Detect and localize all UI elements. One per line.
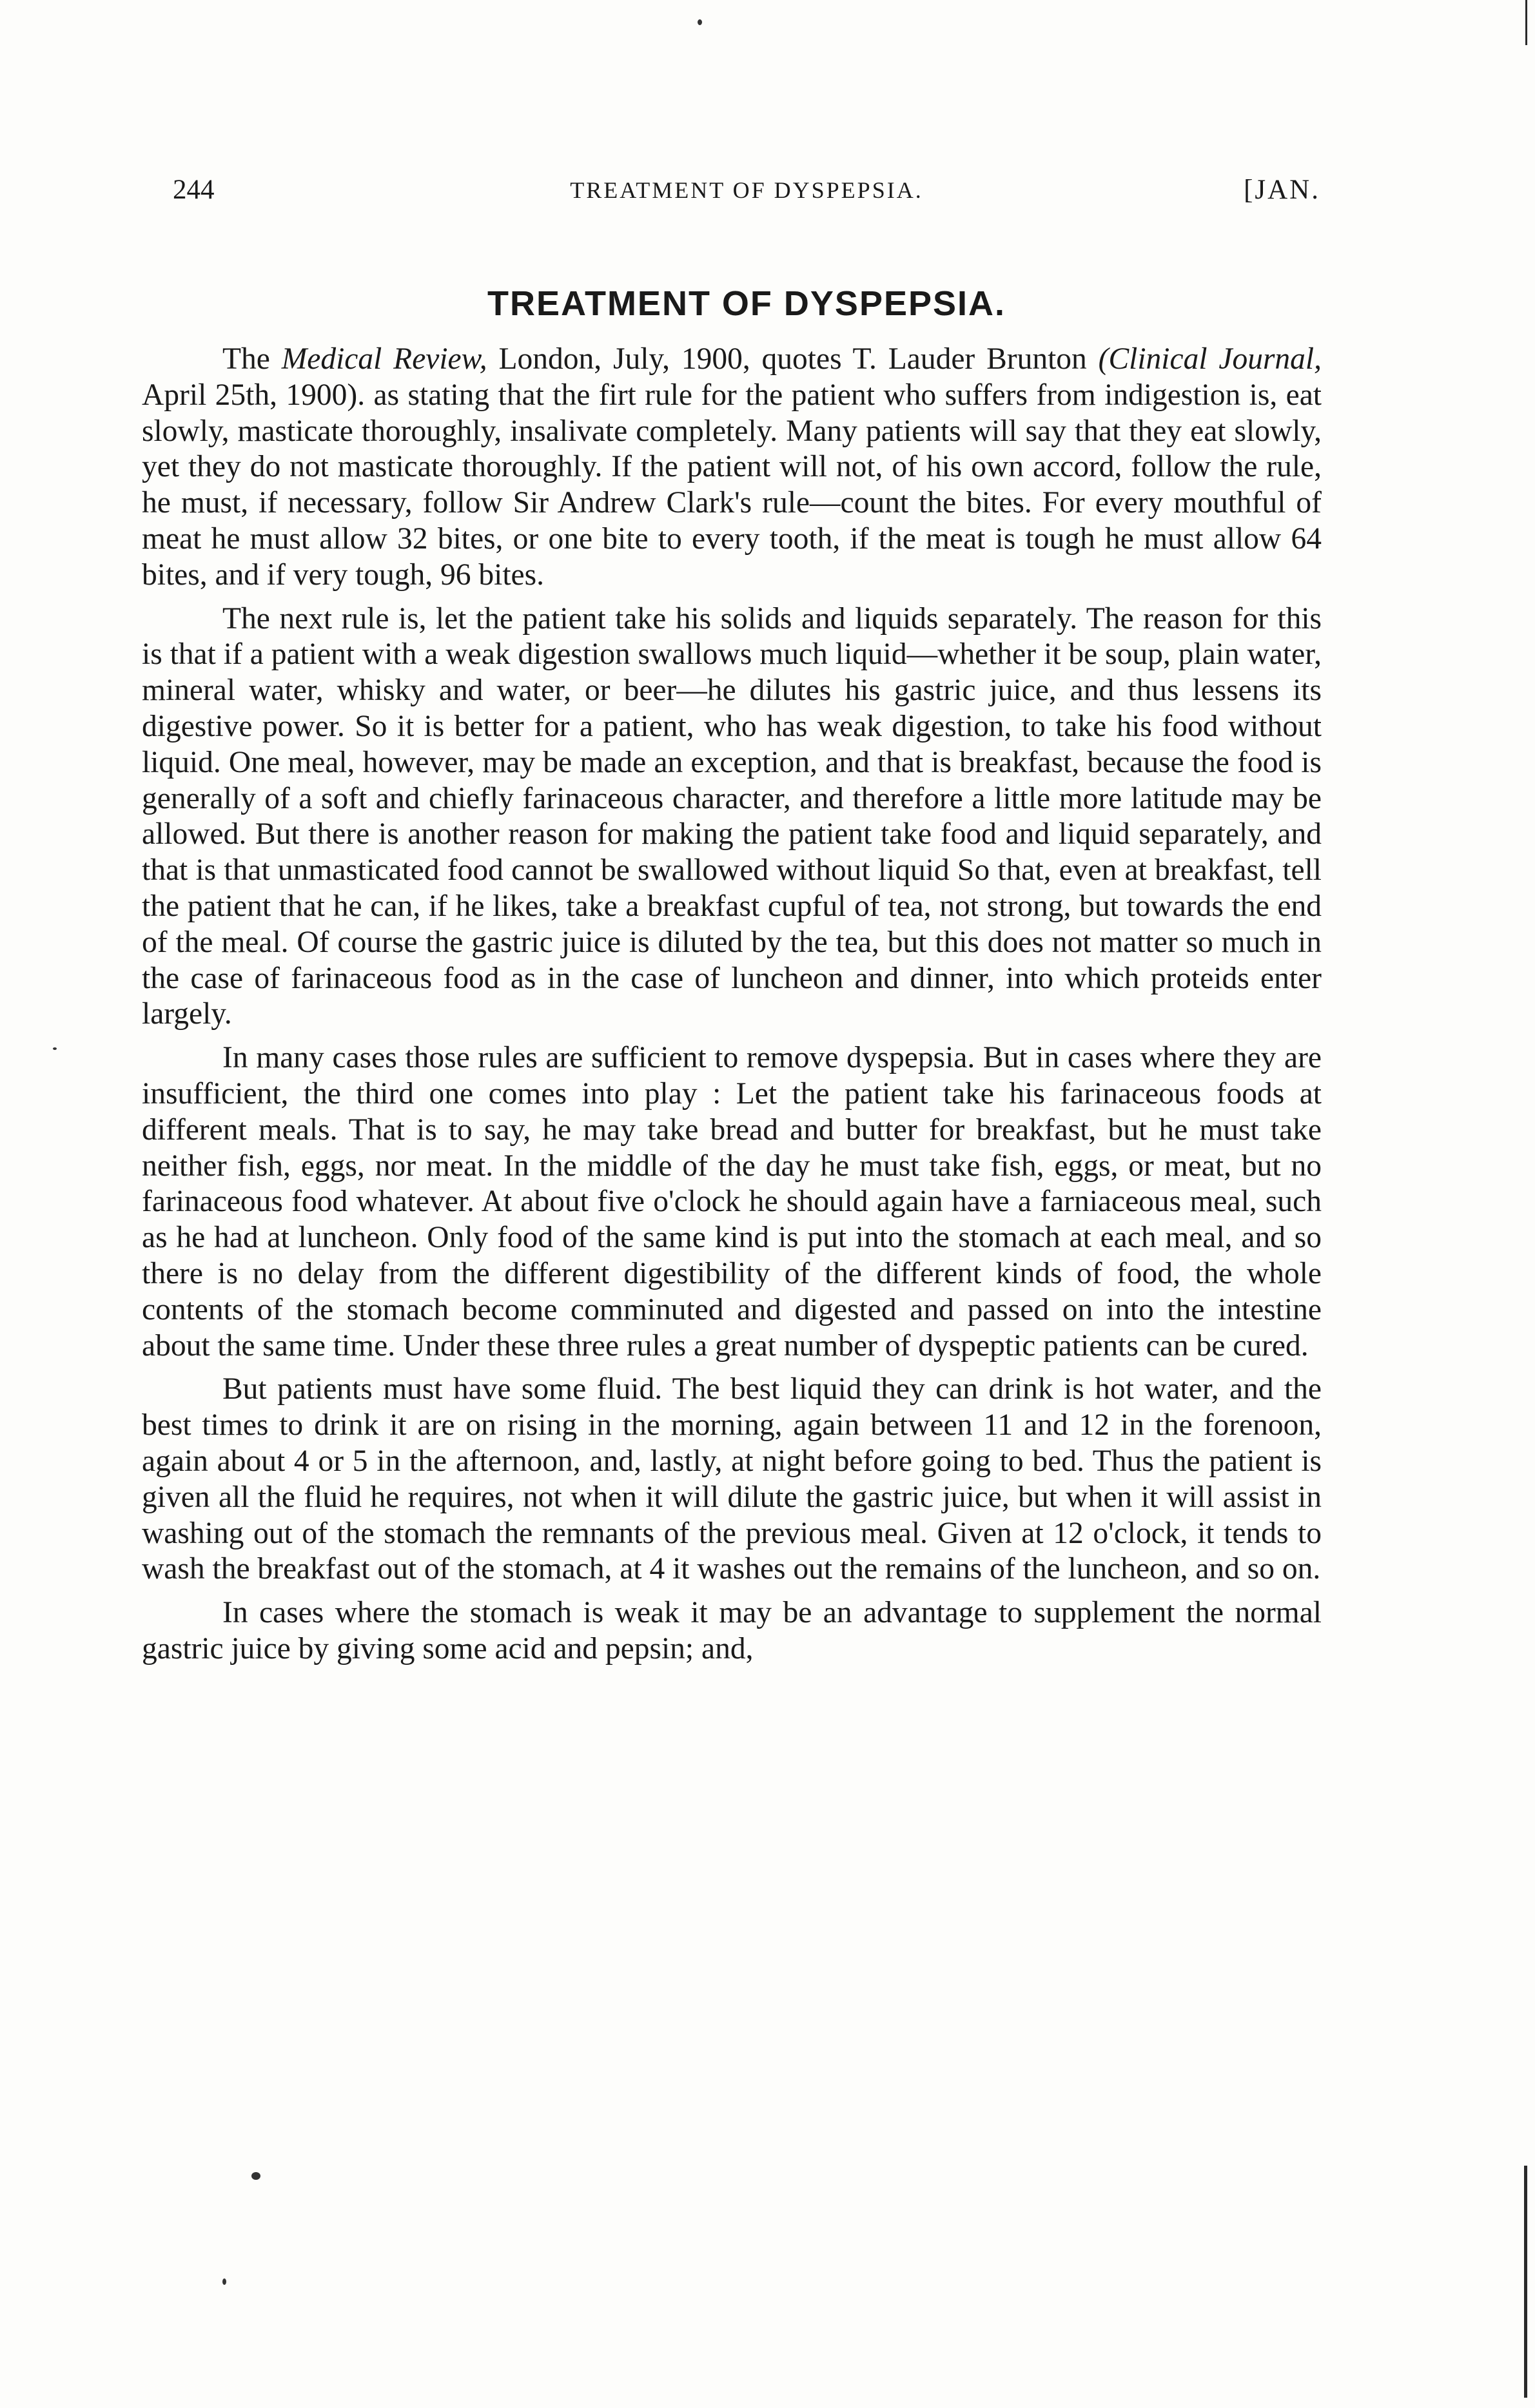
journal-name: Medical Review, bbox=[281, 342, 487, 376]
page-edge-line bbox=[1524, 2166, 1527, 2398]
paragraph-1-rest: April 25th, 1900). as stating that the firt rule for the patient who suffers from indigestion is, eat slowly, masticate thoroughly, insalivate completely. Many patients will say that they eat slowly, yet they do not masticate thoroughly. If the patient will not, of his own accord, follow the rule, he must, if necessary, follow Sir Andrew Clark's rule—count the bites. For every mouthful of meat he must allow 32 bites, or one bite to every tooth, if the meat is tough he must allow 64 bites, and if very tough, 96 bites. bbox=[142, 378, 1322, 592]
scan-speck bbox=[251, 2172, 260, 2180]
paragraph-1-lead: The bbox=[222, 342, 282, 376]
scan-speck bbox=[698, 19, 702, 25]
page-number: 244 bbox=[173, 175, 215, 205]
paragraph-3: In many cases those rules are sufficient to remove dyspepsia. But in cases where they are insufficient, the third one comes into play : Let the patient take his farinaceous foods at different meals. That is to say, he may take bread and butter for breakfast, but he must take neither fish, eggs, nor meat. In the middle of the day he must take fish, eggs, or meat, but no farinaceous food whatever. At about five o'clock he should again have a farniaceous meal, such as he had at luncheon. Only food of the same kind is put into the stomach at each meal, and so there is no delay from the different digestibility of the different kinds of food, the whole contents of the stomach become comminuted and digested and passed on into the intestine about the same time. Under these three rules a great number of dyspeptic patients can be cured. bbox=[142, 1041, 1322, 1363]
article-body bbox=[142, 342, 1322, 1675]
paragraph-1-middle: London, July, 1900, quotes T. Lauder Brunton bbox=[487, 342, 1099, 376]
page-edge-line bbox=[1525, 0, 1527, 45]
running-date: [JAN. bbox=[1244, 175, 1320, 205]
paragraph-1 bbox=[142, 342, 1322, 594]
running-header bbox=[173, 174, 1320, 219]
scan-speck bbox=[53, 1047, 57, 1050]
article-title: TREATMENT OF DYSPEPSIA. bbox=[487, 284, 1006, 323]
paragraph-4: But patients must have some fluid. The best liquid they can drink is hot water, and the best times to drink it are on rising in the morning, again between 11 and 12 in the forenoon, again about 4 or 5 in the afternoon, and, lastly, at night before going to bed. Thus the patient is given all the fluid he requires, not when it will dilute the gastric juice, but when it will assist in washing out of the stomach the remnants of the previous meal. Given at 12 o'clock, it tends to wash the breakfast out of the stomach, at 4 it washes out the remains of the luncheon, and so on. bbox=[142, 1372, 1322, 1586]
scan-speck bbox=[222, 2278, 226, 2285]
paragraph-5: In cases where the stomach is weak it may be an advantage to supplement the normal gastric juice by giving some acid and pepsin; and, bbox=[142, 1596, 1322, 1665]
running-title: TREATMENT OF DYSPEPSIA. bbox=[570, 177, 923, 203]
paragraph-2: The next rule is, let the patient take his solids and liquids separately. The reason for this is that if a patient with a weak digestion swallows much liquid—whether it be soup, plain water, mineral water, whisky and water, or beer—he dilutes his gastric juice, and thus lessens its digestive power. So it is better for a patient, who has weak digestion, to take his food without liquid. One meal, however, may be made an exception, and that is breakfast, because the food is generally of a soft and chiefly farinaceous character, and therefore a little more latitude may be allowed. But there is another reason for making the patient take food and liquid separately, and that is that unmasticated food cannot be swallowed without liquid So that, even at breakfast, tell the patient that he can, if he likes, take a breakfast cupful of tea, not strong, but towards the end of the meal. Of course the gastric juice is diluted by the tea, but this does not matter so much in the case of farinaceous food as in the case of luncheon and dinner, into which proteids enter largely. bbox=[142, 601, 1322, 1031]
source-name: (Clinical Journal, bbox=[1098, 342, 1322, 376]
